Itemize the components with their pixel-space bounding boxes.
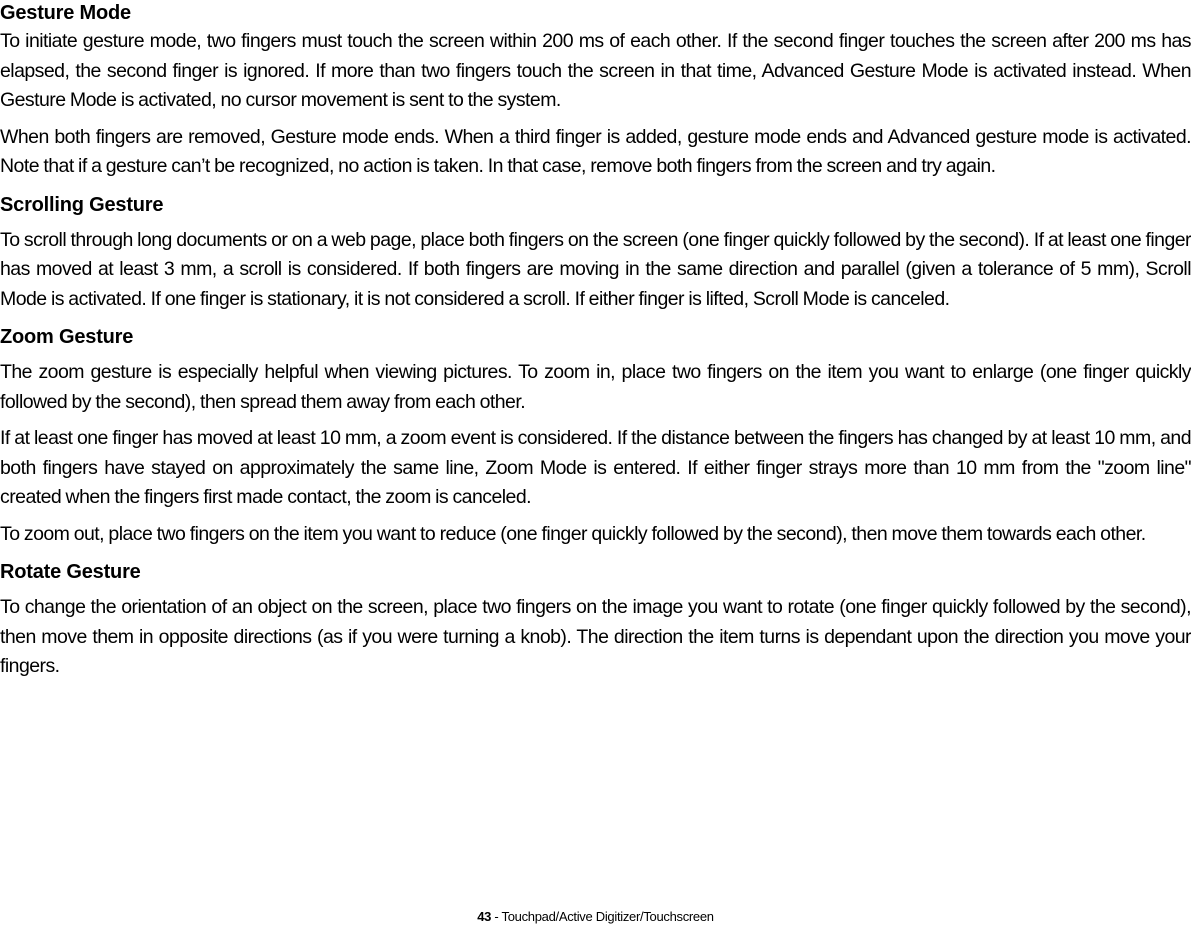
heading-zoom-gesture: Zoom Gesture: [0, 326, 134, 348]
heading-scrolling-gesture: Scrolling Gesture: [0, 193, 164, 216]
paragraph-zoom-1: The zoom gesture is especially helpful when viewing pictures. To zoom in, place two fingers on the item you want to enlarge (one finger quickly followed by the second), then spread them away from each other.: [0, 361, 1191, 413]
footer-separator: -: [491, 909, 502, 924]
heading-rotate-gesture: Rotate Gesture: [0, 561, 141, 583]
heading-gesture-mode: Gesture Mode: [0, 2, 131, 24]
paragraph-gesture-mode-1: To initiate gesture mode, two fingers must touch the screen within 200 ms of each other. If the second finger touches the screen after 200 ms has elapsed, the second finger is ignored. If more than two fingers touch the screen in that time, Advanced Gesture Mode is activated instead. When Gesture Mode is activated, no cursor movement is sent to the system.: [0, 30, 1191, 111]
footer-chapter-title: Touchpad/Active Digitizer/Touchscreen: [501, 909, 714, 924]
paragraph-rotate-1: To change the orientation of an object on the screen, place two fingers on the image you want to rotate (one finger quickly followed by the second), then move them in opposite directions (as if you were turning a knob). The direction the item turns is dependant upon the direction you move your fingers.: [0, 596, 1191, 677]
paragraph-scrolling-1: To scroll through long documents or on a web page, place both fingers on the screen (one finger quickly followed by the second). If at least one finger has moved at least 3 mm, a scroll is considered. If both fingers are moving in the same direction and parallel (given a tolerance of 5 mm), Scroll Mode is activated. If one finger is stationary, it is not considered a scroll. If either finger is lifted, Scroll Mode is canceled.: [0, 228, 1191, 310]
paragraph-gesture-mode-2: When both fingers are removed, Gesture mode ends. When a third finger is added, gesture mode ends and Advanced gesture mode is activated. Note that if a gesture can’t be recognized, no action is taken. In that case, remove both fingers from the screen and try again.: [0, 125, 1191, 177]
paragraph-zoom-2: If at least one finger has moved at least 10 mm, a zoom event is considered. If the distance between the fingers has changed by at least 10 mm, and both fingers have stayed on approximately the same line, Zoom Mode is entered. If either finger strays more than 10 mm from the "zoom line" created when the fingers first made contact, the zoom is canceled.: [0, 427, 1191, 508]
page-number: 43: [477, 909, 492, 924]
page-footer: [0, 908, 1191, 926]
paragraph-zoom-3: To zoom out, place two fingers on the item you want to reduce (one finger quickly followed by the second), then move them towards each other.: [0, 522, 1146, 545]
